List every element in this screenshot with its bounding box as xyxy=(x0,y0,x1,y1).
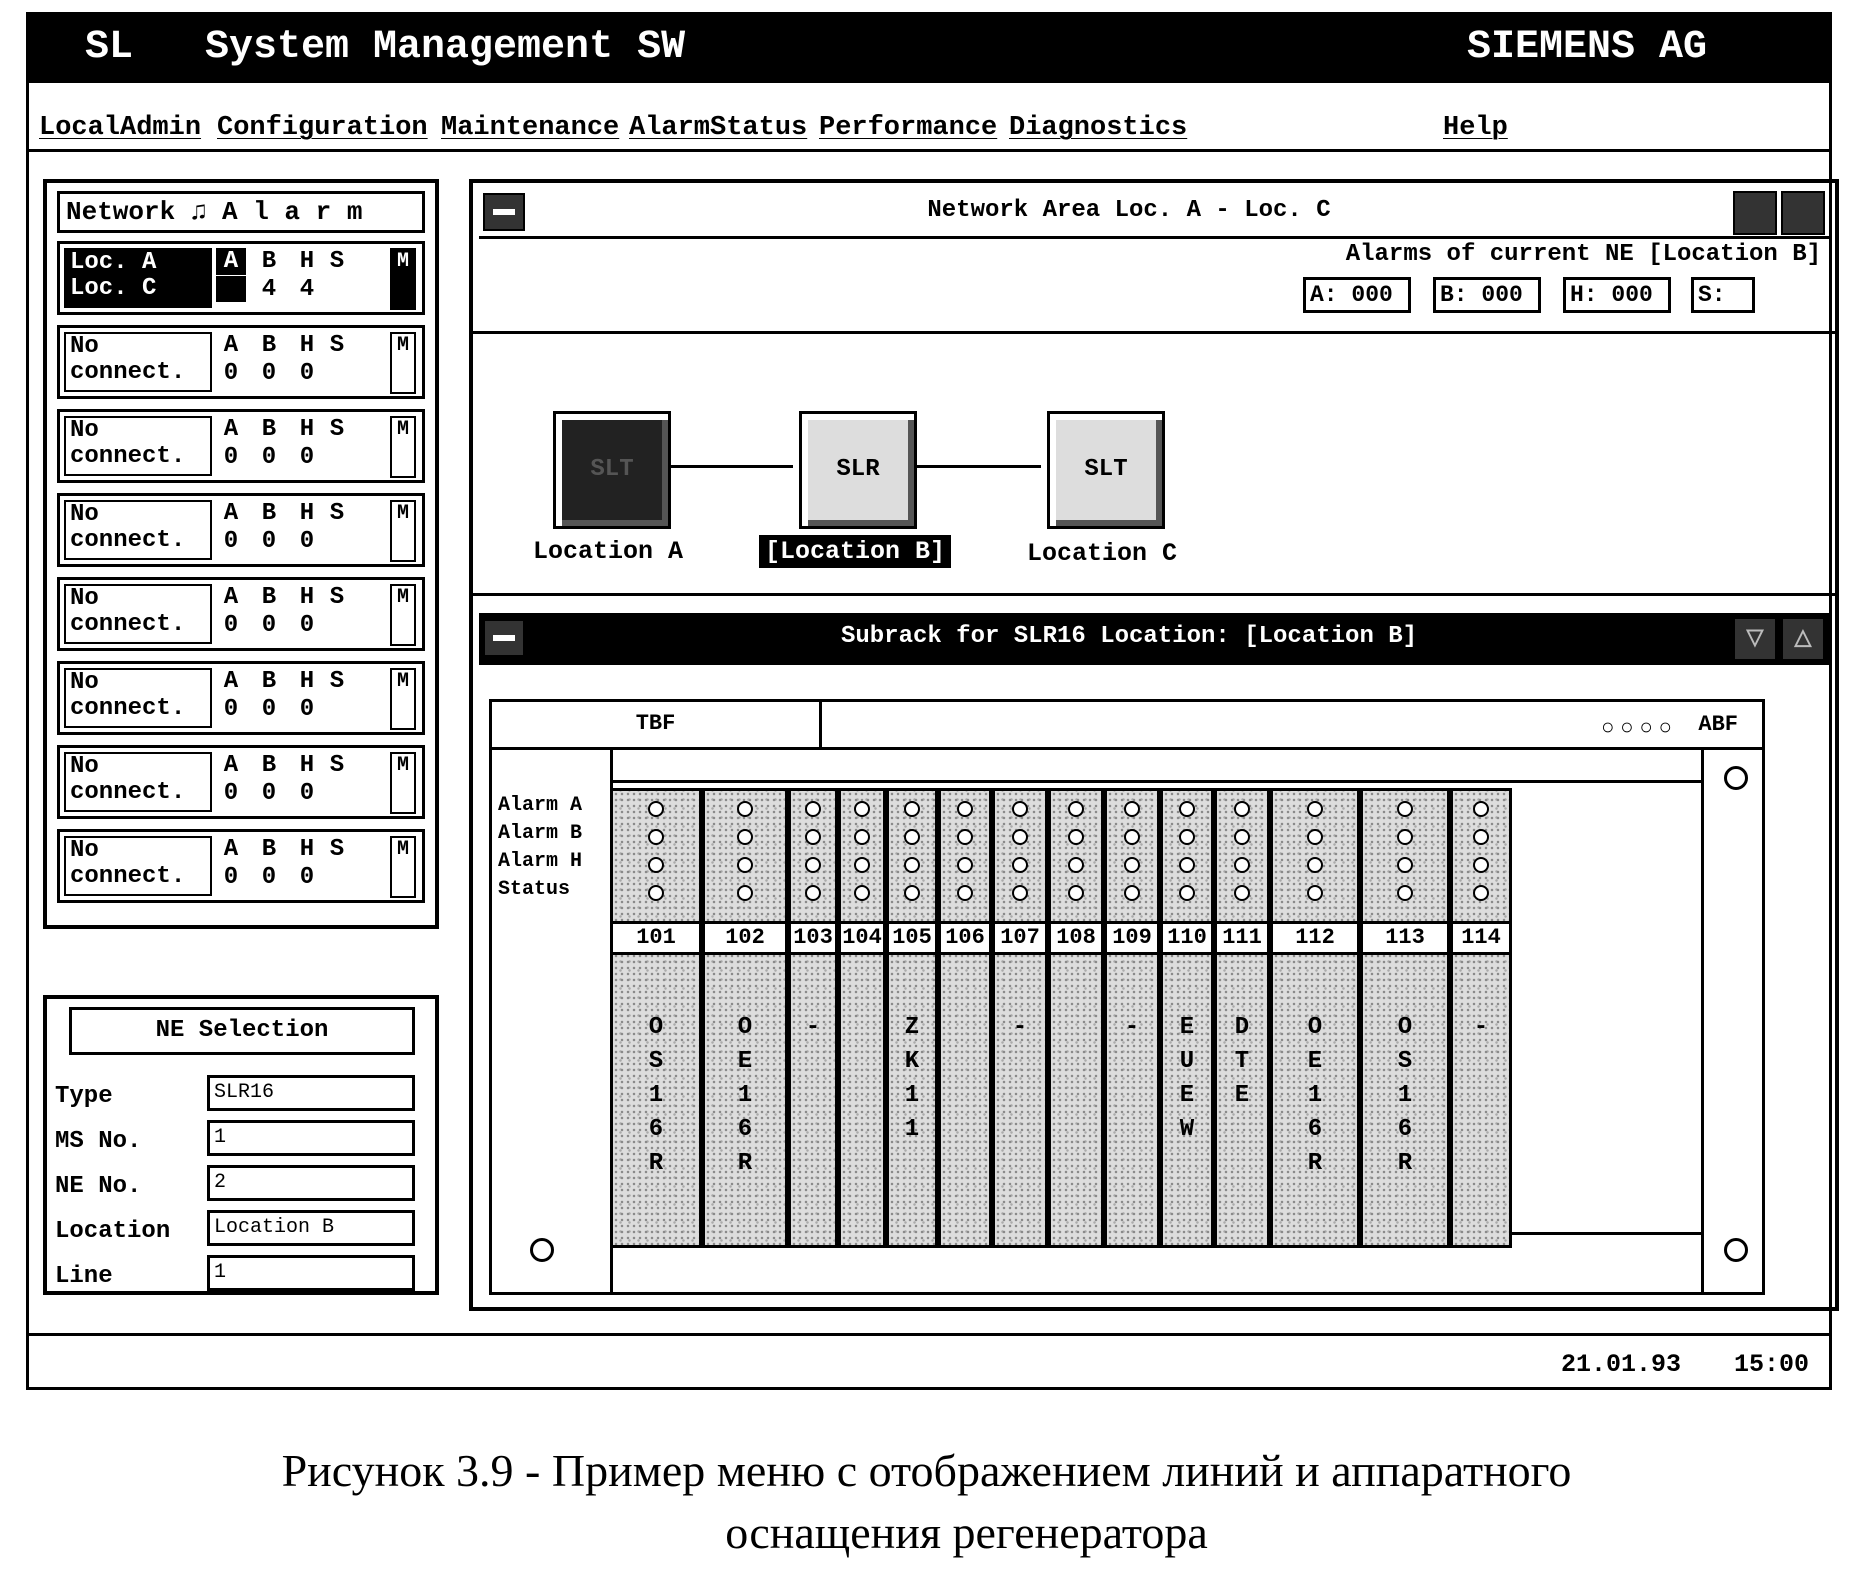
col-a-label: A xyxy=(223,332,239,359)
alarm-a-row-label: Alarm A xyxy=(498,794,583,817)
alarm-b-count: 0 xyxy=(261,780,277,807)
led-indicator-icon xyxy=(1124,829,1140,845)
led-indicator-icon xyxy=(737,885,753,901)
window-arrow-button[interactable] xyxy=(1733,191,1777,235)
led-indicator-icon xyxy=(1068,801,1084,817)
menu-alarmstatus[interactable]: AlarmStatus xyxy=(629,113,808,143)
alarm-b-count: 0 xyxy=(261,696,277,723)
alarm-row[interactable] xyxy=(57,661,425,735)
led-indicator-icon xyxy=(1397,885,1413,901)
slot-number: 101 xyxy=(613,921,699,955)
alarm-h-row-label: Alarm H xyxy=(498,850,583,873)
card-slot[interactable] xyxy=(886,788,938,1248)
ne-selection-panel xyxy=(43,995,439,1295)
alarm-m-box[interactable] xyxy=(390,500,416,562)
led-indicator-icon xyxy=(854,857,870,873)
app-logo: SL xyxy=(85,25,134,70)
minimize-button[interactable] xyxy=(483,193,525,231)
alarm-row[interactable] xyxy=(57,325,425,399)
alarm-row[interactable] xyxy=(57,745,425,819)
col-m-label: M xyxy=(396,418,409,441)
alarm-m-box[interactable] xyxy=(390,668,416,730)
led-indicator-icon xyxy=(904,885,920,901)
link-line xyxy=(911,465,1041,468)
card-label: O S 1 6 R xyxy=(1397,1014,1413,1177)
led-indicator-icon xyxy=(1179,829,1195,845)
link-line xyxy=(665,465,793,468)
card-slot[interactable] xyxy=(1360,788,1450,1248)
status-row-label: Status xyxy=(498,878,571,901)
alarm-b-count: 0 xyxy=(261,360,277,387)
led-indicator-icon xyxy=(957,829,973,845)
col-a-label: A xyxy=(223,584,239,611)
figure-caption-line2: оснащения регенератора xyxy=(725,1507,1208,1558)
col-b-label: B xyxy=(261,416,277,443)
card-label: O S 1 6 R xyxy=(648,1014,664,1177)
alarm-h-count: 0 xyxy=(299,360,315,387)
led-indicator-icon xyxy=(648,857,664,873)
col-b-label: B xyxy=(261,836,277,863)
col-s-label: S xyxy=(329,416,345,443)
col-a-label: A xyxy=(223,668,239,695)
led-indicator-icon xyxy=(1234,857,1250,873)
location-field[interactable]: Location B xyxy=(207,1210,415,1246)
slot-number: 111 xyxy=(1217,921,1267,955)
col-m-label: M xyxy=(396,250,409,273)
led-indicator-icon xyxy=(1397,801,1413,817)
led-indicator-icon xyxy=(1307,829,1323,845)
alarm-m-box[interactable] xyxy=(390,836,416,898)
slot-leds xyxy=(1453,791,1509,921)
led-indicator-icon xyxy=(854,829,870,845)
led-indicator-icon xyxy=(1473,885,1489,901)
slot-number: 109 xyxy=(1107,921,1157,955)
status-time: 15:00 xyxy=(1733,1350,1809,1379)
menu-diagnostics[interactable]: Diagnostics xyxy=(1009,113,1188,143)
card-slot[interactable] xyxy=(938,788,992,1248)
led-indicator-icon xyxy=(904,829,920,845)
led-indicator-icon xyxy=(1012,857,1028,873)
alarm-m-box[interactable] xyxy=(390,752,416,814)
card-label: O E 1 6 R xyxy=(737,1014,753,1177)
col-m-label: M xyxy=(396,754,409,777)
slot-leds xyxy=(841,791,883,921)
col-b-label: B xyxy=(261,584,277,611)
led-indicator-icon xyxy=(1473,801,1489,817)
slot-number: 102 xyxy=(705,921,785,955)
card-slot[interactable] xyxy=(992,788,1048,1248)
led-indicator-icon xyxy=(1234,829,1250,845)
card-label: - xyxy=(1124,1014,1140,1041)
type-field[interactable]: SLR16 xyxy=(207,1075,415,1111)
alarm-h-count: 0 xyxy=(299,780,315,807)
led-indicator-icon xyxy=(1179,857,1195,873)
slot-leds xyxy=(1217,791,1267,921)
alarm-row-name: No connect. xyxy=(64,332,212,392)
menu-help[interactable]: Help xyxy=(1443,113,1508,143)
network-area-titlebar xyxy=(479,187,1829,239)
alarm-b-count: 0 xyxy=(261,444,277,471)
led-indicator-icon xyxy=(1012,885,1028,901)
alarm-h-count: 0 xyxy=(299,864,315,891)
minimize-button[interactable] xyxy=(483,619,525,657)
alarm-h-counter: H: 000 xyxy=(1563,277,1671,313)
col-s-label: S xyxy=(329,248,345,275)
col-b-label: B xyxy=(261,332,277,359)
col-h-label: H xyxy=(299,668,315,695)
menu-configuration[interactable]: Configuration xyxy=(217,113,428,143)
divider xyxy=(473,593,1835,596)
ms-no-field[interactable]: 1 xyxy=(207,1120,415,1156)
divider xyxy=(473,331,1835,334)
alarm-row[interactable] xyxy=(57,409,425,483)
led-indicator-icon xyxy=(648,829,664,845)
col-s-label: S xyxy=(329,332,345,359)
alarm-a-count: 0 xyxy=(223,780,239,807)
card-label: Z K 1 1 xyxy=(904,1014,920,1143)
led-indicator-icon xyxy=(1234,885,1250,901)
slot-number: 110 xyxy=(1163,921,1211,955)
mounting-hole-icon xyxy=(1724,766,1748,790)
slot-leds xyxy=(995,791,1045,921)
col-m-label: M xyxy=(396,838,409,861)
card-slot[interactable] xyxy=(1104,788,1160,1248)
type-label: Type xyxy=(55,1083,113,1110)
col-s-label: S xyxy=(329,836,345,863)
led-indicator-icon xyxy=(648,885,664,901)
main-window xyxy=(26,12,1832,1390)
led-indicator-icon xyxy=(1307,801,1323,817)
alarm-a-count: 0 xyxy=(223,360,239,387)
slot-leds xyxy=(791,791,835,921)
alarm-a-count: 0 xyxy=(223,696,239,723)
node-location-a[interactable]: SLT xyxy=(553,411,671,529)
led-indicator-icon xyxy=(1068,857,1084,873)
col-a-label: A xyxy=(223,752,239,779)
status-date: 21.01.93 xyxy=(1560,1350,1681,1379)
network-area-title: Network Area Loc. A - Loc. C xyxy=(927,197,1331,224)
current-ne-alarms-title: Alarms of current NE [Location B] xyxy=(1345,241,1821,268)
mounting-hole-icon xyxy=(1724,1238,1748,1262)
col-s-label: S xyxy=(329,584,345,611)
menu-localadmin[interactable]: LocalAdmin xyxy=(39,113,202,143)
led-indicator-icon xyxy=(737,829,753,845)
alarm-a-count: 0 xyxy=(223,864,239,891)
tbf-label: TBF xyxy=(492,702,822,750)
maximize-button[interactable] xyxy=(1781,191,1825,235)
slot-number: 108 xyxy=(1051,921,1101,955)
alarm-b-counter: B: 000 xyxy=(1433,277,1541,313)
led-indicator-icon xyxy=(1473,829,1489,845)
led-indicator-icon xyxy=(1179,801,1195,817)
menu-performance[interactable]: Performance xyxy=(819,113,998,143)
alarm-a-count: 0 xyxy=(223,612,239,639)
col-h-label: H xyxy=(299,416,315,443)
card-slot[interactable] xyxy=(1048,788,1104,1248)
menu-bar xyxy=(29,87,1829,152)
col-a-label: A xyxy=(223,500,239,527)
alarm-row[interactable] xyxy=(57,493,425,567)
card-slot[interactable] xyxy=(702,788,788,1248)
col-s-label: S xyxy=(329,668,345,695)
abf-label: ABF xyxy=(1698,712,1738,737)
app-title: System Management SW xyxy=(205,25,686,70)
alarm-h-count: 0 xyxy=(299,612,315,639)
led-indicator-icon xyxy=(1397,829,1413,845)
slot-leds xyxy=(889,791,935,921)
led-indicator-icon xyxy=(1124,885,1140,901)
alarm-m-box[interactable] xyxy=(390,416,416,478)
slot-leds xyxy=(1273,791,1357,921)
alarm-h-count: 0 xyxy=(299,696,315,723)
card-slot[interactable] xyxy=(1270,788,1360,1248)
slot-number: 114 xyxy=(1453,921,1509,955)
col-b-label: B xyxy=(261,500,277,527)
led-indicator-icon xyxy=(1012,801,1028,817)
slot-leds xyxy=(1107,791,1157,921)
title-bar xyxy=(29,15,1829,83)
slot-number: 104 xyxy=(841,921,883,955)
abf-leds-icon: ○○○○ xyxy=(1601,716,1678,741)
location-label: Location xyxy=(55,1218,171,1245)
led-indicator-icon xyxy=(957,857,973,873)
led-indicator-icon xyxy=(805,885,821,901)
alarm-a-count: 0 xyxy=(223,528,239,555)
network-alarm-panel xyxy=(43,179,439,929)
alarm-a-counter: A: 000 xyxy=(1303,277,1411,313)
mounting-hole-icon xyxy=(530,1238,554,1262)
slot-number: 106 xyxy=(941,921,989,955)
col-h-label: H xyxy=(299,500,315,527)
card-label: - xyxy=(1012,1014,1028,1041)
network-area-window xyxy=(469,179,1839,1311)
alarm-h-count: 0 xyxy=(299,444,315,471)
node-location-b[interactable]: SLR xyxy=(799,411,917,529)
alarm-b-count: 4 xyxy=(261,276,277,303)
abf-bar xyxy=(822,702,1762,750)
card-slot[interactable] xyxy=(838,788,886,1248)
alarm-row[interactable] xyxy=(57,241,425,315)
col-a-label: A xyxy=(216,248,246,275)
alarm-row-name: No connect. xyxy=(64,416,212,476)
subrack-titlebar xyxy=(479,613,1829,665)
led-indicator-icon xyxy=(904,857,920,873)
led-indicator-icon xyxy=(1012,829,1028,845)
alarm-m-box[interactable] xyxy=(390,248,416,310)
alarm-row-name: No connect. xyxy=(64,668,212,728)
led-indicator-icon xyxy=(805,801,821,817)
node-location-c[interactable]: SLT xyxy=(1047,411,1165,529)
scroll-up-button[interactable]: △ xyxy=(1781,617,1825,661)
col-h-label: H xyxy=(299,584,315,611)
divider xyxy=(613,780,1701,783)
alarm-row[interactable] xyxy=(57,829,425,903)
card-label: - xyxy=(805,1014,821,1041)
slot-leds xyxy=(1363,791,1447,921)
col-m-label: M xyxy=(396,334,409,357)
col-b-label: B xyxy=(261,668,277,695)
subrack-view xyxy=(489,699,1765,1295)
alarm-b-row-label: Alarm B xyxy=(498,822,583,845)
slot-number: 113 xyxy=(1363,921,1447,955)
alarm-a-count xyxy=(216,276,246,302)
status-bar xyxy=(29,1333,1829,1390)
alarm-h-count: 0 xyxy=(299,528,315,555)
alarm-s-counter: S: xyxy=(1691,277,1755,313)
ne-no-field[interactable]: 2 xyxy=(207,1165,415,1201)
alarm-row-name: No connect. xyxy=(64,752,212,812)
led-indicator-icon xyxy=(737,857,753,873)
led-indicator-icon xyxy=(1124,857,1140,873)
slot-number: 112 xyxy=(1273,921,1357,955)
led-indicator-icon xyxy=(648,801,664,817)
ne-no-label: NE No. xyxy=(55,1173,142,1200)
col-h-label: H xyxy=(299,248,315,275)
menu-maintenance[interactable]: Maintenance xyxy=(441,113,620,143)
location-c-caption: Location C xyxy=(1027,539,1178,568)
col-a-label: A xyxy=(223,836,239,863)
location-a-caption: Location A xyxy=(533,537,684,566)
slot-leds xyxy=(705,791,785,921)
card-label: D T E xyxy=(1234,1014,1250,1109)
led-indicator-icon xyxy=(957,801,973,817)
alarm-row[interactable] xyxy=(57,577,425,651)
col-m-label: M xyxy=(396,502,409,525)
led-indicator-icon xyxy=(1234,801,1250,817)
led-indicator-icon xyxy=(854,885,870,901)
slot-number: 105 xyxy=(889,921,935,955)
slot-leds xyxy=(613,791,699,921)
col-m-label: M xyxy=(396,670,409,693)
scroll-down-button[interactable]: ▽ xyxy=(1733,617,1777,661)
led-indicator-icon xyxy=(1307,857,1323,873)
led-indicator-icon xyxy=(1124,801,1140,817)
slot-number: 107 xyxy=(995,921,1045,955)
led-indicator-icon xyxy=(1068,885,1084,901)
slot-leds xyxy=(1163,791,1211,921)
alarm-b-count: 0 xyxy=(261,612,277,639)
led-indicator-icon xyxy=(1068,829,1084,845)
location-b-caption: [Location B] xyxy=(759,535,951,568)
slot-leds xyxy=(1051,791,1101,921)
network-alarm-header: Network ♫ A l a r m xyxy=(57,191,425,233)
slot-number: 103 xyxy=(791,921,835,955)
led-indicator-icon xyxy=(1397,857,1413,873)
col-h-label: H xyxy=(299,836,315,863)
alarm-row-name: No connect. xyxy=(64,836,212,896)
col-h-label: H xyxy=(299,752,315,779)
company-name: SIEMENS AG xyxy=(1466,25,1707,70)
led-indicator-icon xyxy=(737,801,753,817)
col-s-label: S xyxy=(329,500,345,527)
led-indicator-icon xyxy=(904,801,920,817)
col-b-label: B xyxy=(261,752,277,779)
col-b-label: B xyxy=(261,248,277,275)
line-field[interactable]: 1 xyxy=(207,1255,415,1291)
led-indicator-icon xyxy=(1307,885,1323,901)
col-a-label: A xyxy=(223,416,239,443)
card-slot[interactable] xyxy=(1214,788,1270,1248)
led-indicator-icon xyxy=(1179,885,1195,901)
alarm-m-box[interactable] xyxy=(390,332,416,394)
card-label: - xyxy=(1473,1014,1489,1041)
subrack-title: Subrack for SLR16 Location: [Location B] xyxy=(840,623,1418,650)
led-indicator-icon xyxy=(805,829,821,845)
line-label: Line xyxy=(55,1263,113,1290)
alarm-a-count: 0 xyxy=(223,444,239,471)
alarm-b-count: 0 xyxy=(261,528,277,555)
col-s-label: S xyxy=(329,752,345,779)
led-indicator-icon xyxy=(854,801,870,817)
card-slot[interactable] xyxy=(788,788,838,1248)
led-indicator-icon xyxy=(1473,857,1489,873)
alarm-row-name: No connect. xyxy=(64,500,212,560)
slot-leds xyxy=(941,791,989,921)
ms-no-label: MS No. xyxy=(55,1128,142,1155)
led-indicator-icon xyxy=(957,885,973,901)
card-slot[interactable] xyxy=(1450,788,1512,1248)
card-slot[interactable] xyxy=(1160,788,1214,1248)
led-indicator-icon xyxy=(805,857,821,873)
alarm-b-count: 0 xyxy=(261,864,277,891)
col-h-label: H xyxy=(299,332,315,359)
figure-caption-line1: Рисунок 3.9 - Пример меню с отображением линий и аппаратного xyxy=(281,1445,1572,1496)
card-slot[interactable] xyxy=(610,788,702,1248)
card-label: E U E W xyxy=(1179,1014,1195,1143)
ne-selection-title: NE Selection xyxy=(69,1007,415,1055)
card-label: O E 1 6 R xyxy=(1307,1014,1323,1177)
alarm-row-name: Loc. A Loc. C xyxy=(64,248,212,308)
alarm-h-count: 4 xyxy=(299,276,315,303)
alarm-m-box[interactable] xyxy=(390,584,416,646)
alarm-row-name: No connect. xyxy=(64,584,212,644)
col-m-label: M xyxy=(396,586,409,609)
